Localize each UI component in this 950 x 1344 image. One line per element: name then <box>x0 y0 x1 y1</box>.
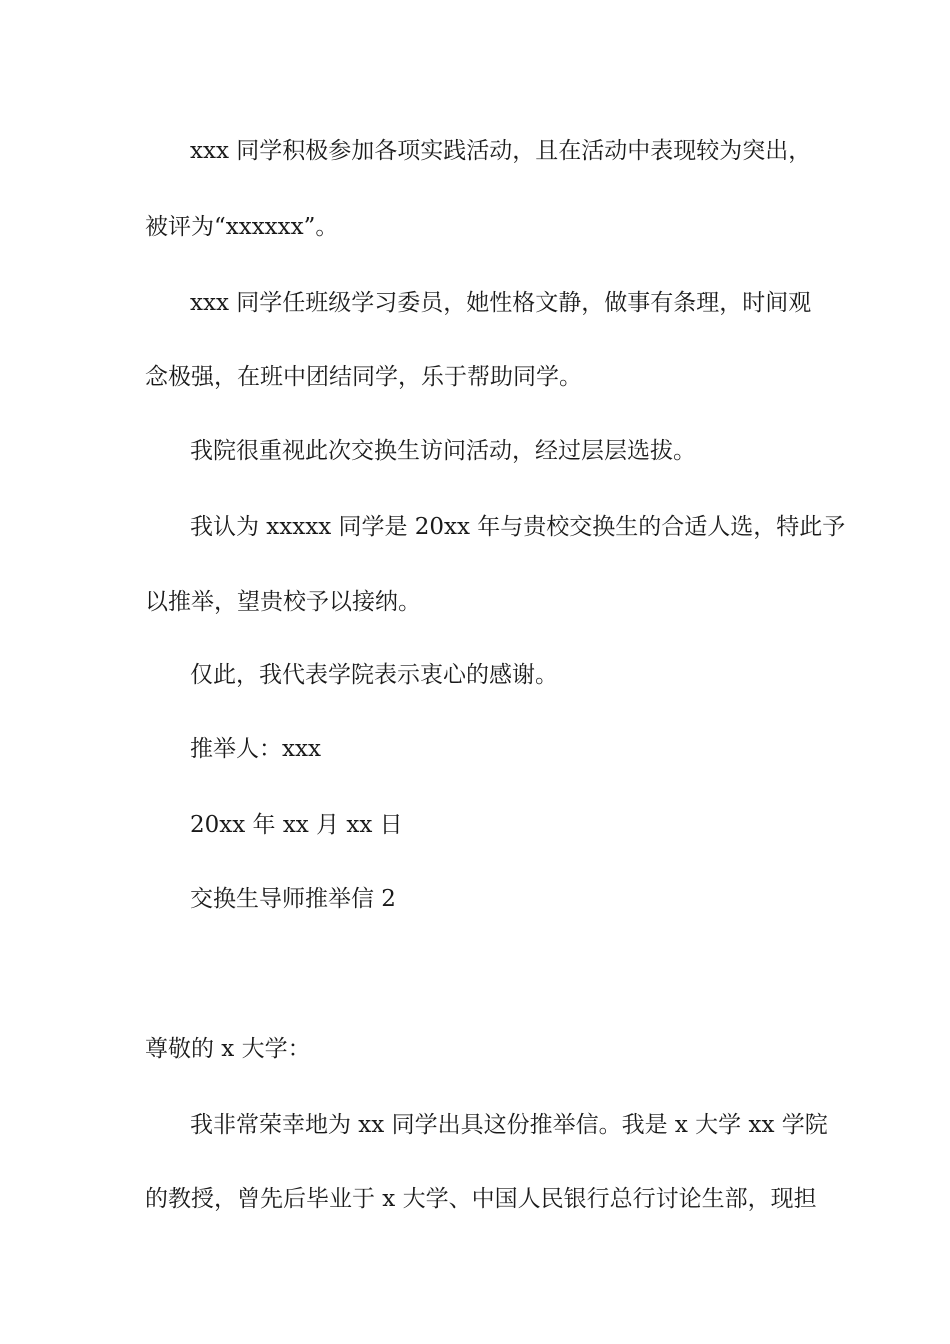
recommender-signature: 推举人：xxx <box>190 736 321 762</box>
paragraph-recommendation-line-1: 我认为 xxxxx 同学是 20xx 年与贵校交换生的合适人选，特此予 <box>190 514 846 540</box>
paragraph-committee-line-2: 念极强，在班中团结同学，乐于帮助同学。 <box>145 364 582 390</box>
paragraph-introduction-line-1: 我非常荣幸地为 xx 同学出具这份推举信。我是 x 大学 xx 学院 <box>190 1112 828 1138</box>
paragraph-activities-line-2: 被评为“xxxxxx”。 <box>145 214 339 240</box>
salutation: 尊敬的 x 大学： <box>145 1036 311 1062</box>
letter-2-title: 交换生导师推举信 2 <box>190 886 396 912</box>
paragraph-introduction-line-2: 的教授，曾先后毕业于 x 大学、中国人民银行总行讨论生部，现担 <box>145 1186 817 1212</box>
paragraph-thanks: 仅此，我代表学院表示衷心的感谢。 <box>190 662 558 688</box>
paragraph-selection: 我院很重视此次交换生访问活动，经过层层选拔。 <box>190 438 696 464</box>
paragraph-activities-line-1: xxx 同学积极参加各项实践活动，且在活动中表现较为突出， <box>190 138 812 164</box>
letter-date: 20xx 年 xx 月 xx 日 <box>190 812 403 838</box>
paragraph-recommendation-line-2: 以推举，望贵校予以接纳。 <box>145 589 421 615</box>
paragraph-committee-line-1: xxx 同学任班级学习委员，她性格文静，做事有条理，时间观 <box>190 290 812 316</box>
